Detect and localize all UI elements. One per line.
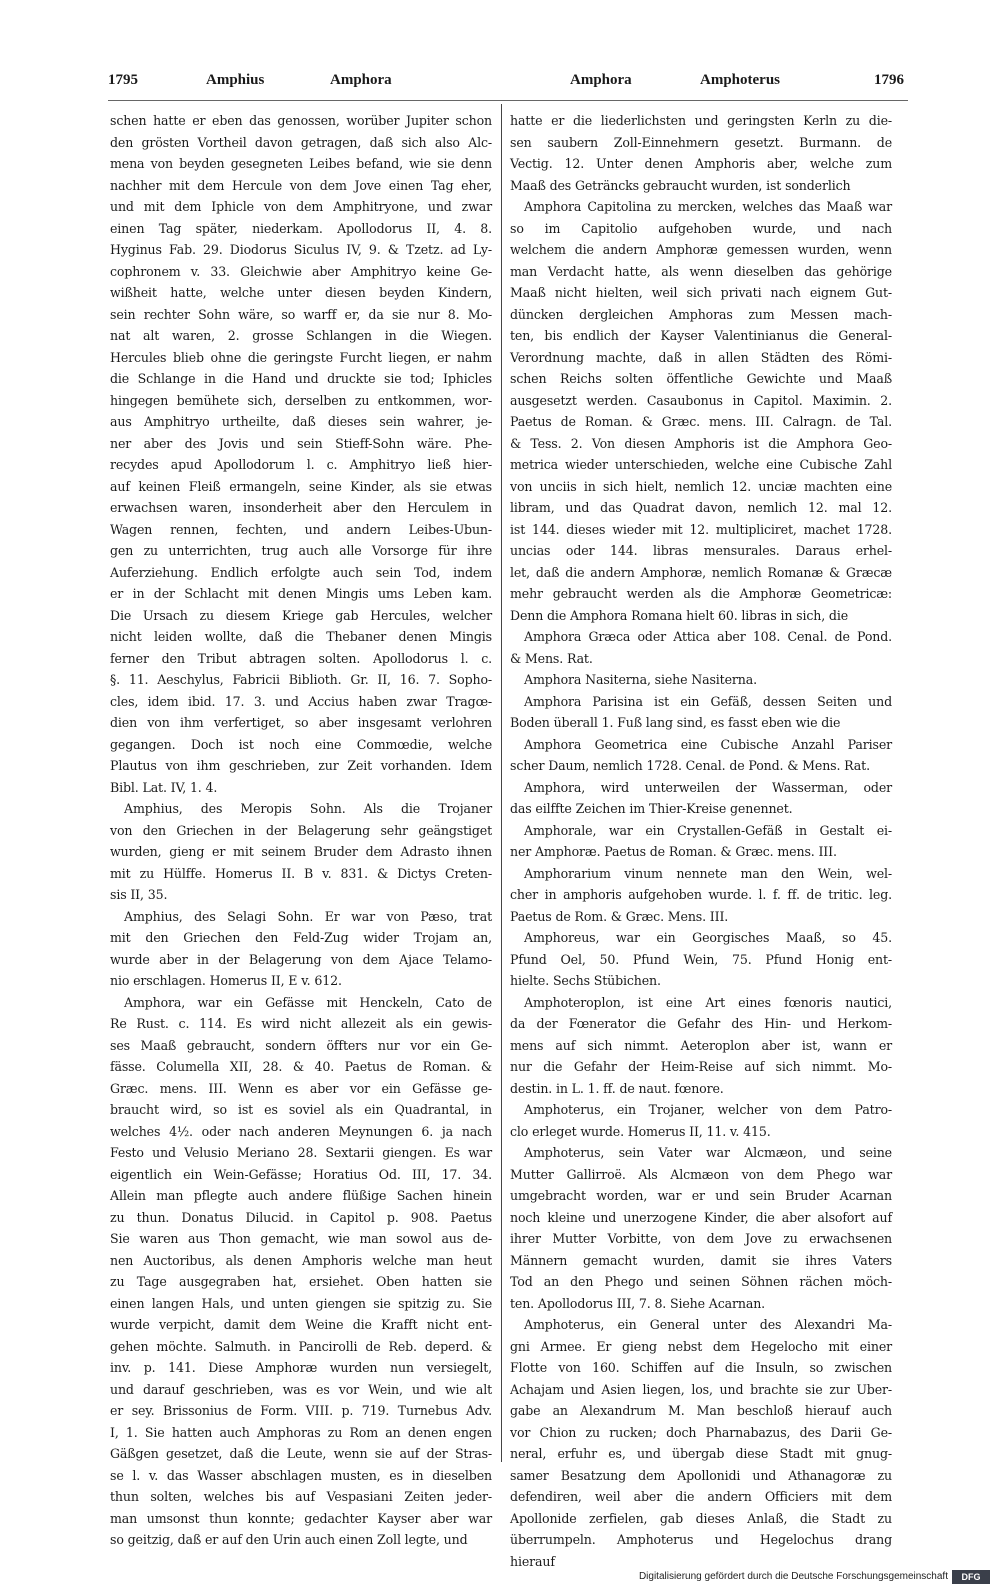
text-line: hingegen bemühete sich, derselben zu entkommen, wor-: [110, 392, 492, 408]
text-line: Apollonide zerfielen, gab dieses Anlaß, die Stadt zu: [510, 1510, 892, 1526]
text-line: umgebracht worden, war er und sein Bruder Acarnan: [510, 1188, 892, 1203]
text-line: Amphorale, war ein Crystallen-Gefäß in Gestalt ei-: [524, 822, 892, 838]
text-line: Amphoreus, war ein Georgisches Maaß, so 45.: [524, 930, 892, 945]
text-line: scher Daum, nemlich 1728. Cenal. de Pond. & Mens. Rat.: [510, 758, 870, 773]
text-line: Hercules blieb ohne die geringste Furcht liegen, er nahm: [110, 349, 492, 365]
text-line: sen saubern Zoll-Einnehmern gesetzt. Burmann. de: [510, 134, 892, 150]
text-line: & Mens. Rat.: [510, 650, 593, 666]
text-line: wißheit hatte, welche unter diesen beyden Kindern,: [110, 285, 492, 300]
text-line: wurden, gieng er mit seinem Bruder dem Adrasto ihnen: [110, 844, 492, 859]
column-divider: [501, 104, 502, 1462]
text-line: Die Ursach zu diesem Kriege gab Hercules, welcher: [110, 607, 492, 623]
header-rule: [108, 100, 908, 101]
text-line: einen langen Hals, und unten giengen sie spitzig zu. Sie: [110, 1295, 492, 1311]
text-line: Pfund Oel, 50. Pfund Wein, 75. Pfund Honig ent-: [510, 951, 892, 967]
text-line: wurde verpicht, damit dem Weine die Krafft nicht ent-: [110, 1317, 492, 1332]
text-line: Plautus von ihm geschrieben, zur Zeit vorhanden. Idem: [110, 758, 492, 773]
text-line: wurde aber in der Belagerung von dem Ajace Telamo-: [110, 951, 492, 967]
text-line: Festo und Velusio Meriano 28. Sextarii giengen. Es war: [110, 1145, 492, 1160]
text-line: überrumpeln. Amphoterus und Hegelochus drang: [510, 1532, 892, 1547]
text-line: se l. v. das Wasser abschlagen musten, es in dieselben: [110, 1467, 492, 1483]
text-line: man Verdacht hatte, als wenn dieselben das gehörige: [510, 263, 892, 279]
text-line: cophronem v. 33. Gleichwie aber Amphitryo keine Ge-: [110, 263, 492, 279]
text-line: nachher mit dem Hercule von dem Jove einen Tag eher,: [110, 177, 492, 193]
text-line: nen Auctoribus, als denen Amphoris welche man heut: [110, 1252, 492, 1268]
text-line: nio erschlagen. Homerus II, E v. 612.: [110, 973, 342, 988]
text-line: einen Tag später, niederkam. Apollodorus II, 4. 8.: [110, 220, 492, 236]
text-line: uncias oder 144. libras mensurales. Daraus erhel-: [510, 543, 892, 558]
text-line: recydes apud Apollodorum l. c. Amphitryo ließ hier-: [110, 457, 492, 472]
text-line: den grösten Vortheil davon getragen, daß sich also Alc-: [110, 134, 492, 150]
text-line: ten, bis endlich der Kayser Valentinianus die General-: [510, 328, 892, 343]
text-line: ist 144. dieses wieder mit 12. multipliciret, machet 1728.: [510, 521, 892, 537]
text-line: §. 11. Aeschylus, Fabricii Biblioth. Gr. II, 16. 7. Sopho-: [110, 672, 492, 687]
left-column: [110, 110, 492, 1547]
text-line: da der Fœnerator die Gefahr des Hin- und Herkom-: [510, 1016, 892, 1031]
text-line: mehr gebraucht werden als die Amphoræ Geometricæ:: [510, 586, 892, 601]
text-line: Amphorarium vinum nennete man den Wein, wel-: [524, 865, 892, 881]
text-line: Vectig. 12. Unter denen Amphoris aber, welche zum: [510, 156, 892, 171]
text-line: libram, und das Quadrat davon, nemlich 12. mal 12.: [510, 500, 892, 515]
text-line: ausgesetzt werden. Casaubonus in Capitol. Maximin. 2.: [510, 392, 892, 408]
text-line: Auferziehung. Endlich erfolgte auch sein Tod, indem: [110, 564, 492, 580]
text-line: gen zu unterrichten, trug auch alle Vorsorge für ihre: [110, 543, 492, 558]
text-line: Sie waren aus Thon gemacht, wie man sowol aus de-: [110, 1231, 492, 1246]
text-line: cles, idem ibid. 17. 3. und Accius haben zwar Tragœ-: [110, 693, 492, 709]
left-catchword-2: Amphora: [330, 72, 392, 88]
running-header: [108, 72, 904, 98]
left-catchword-1: Amphius: [206, 72, 265, 88]
footer-credit: Digitalisierung gefördert durch die Deutsche Forschungsgemeinschaft: [638, 1571, 948, 1582]
text-line: Paetus de Roman. & Græc. mens. III. Calragn. de Tal.: [510, 414, 892, 429]
text-line: Amphora Parisina ist ein Gefäß, dessen Seiten und: [524, 693, 892, 709]
text-line: vor Chion zu rucken; doch Pharnabazus, des Darii Ge-: [510, 1424, 892, 1440]
text-line: Flotte von 160. Schiffen auf die Insuln, so zwischen: [510, 1360, 892, 1375]
text-line: schen Reichs solten öffentliche Gewichte und Maaß: [510, 371, 892, 386]
text-line: ner aber des Jovis und sein Stieff-Sohn wäre. Phe-: [110, 435, 492, 451]
text-line: Tod an den Phego und seinen Söhnen rächen möch-: [510, 1274, 892, 1289]
text-line: thun solten, welches bis auf Vespasiani Zeiten jeder-: [110, 1489, 492, 1504]
text-line: Amphora Capitolina zu mercken, welches das Maaß war: [524, 199, 892, 214]
text-line: Bibl. Lat. IV, 1. 4.: [110, 779, 218, 795]
text-line: let, daß die andern Amphoræ, nemlich Romanæ & Græcæ: [510, 564, 892, 580]
text-line: so im Capitolio aufgehoben wurde, und nach: [510, 220, 892, 236]
text-line: samer Besatzung dem Apollonidi und Athanagoræ zu: [510, 1467, 892, 1483]
text-line: das eilffte Zeichen im Thier-Kreise genennet.: [510, 801, 793, 816]
text-line: ses Maaß gebraucht, sondern öffters nur vor ein Ge-: [110, 1037, 492, 1053]
text-line: Amphoterus, ein Trojaner, welcher von dem Patro-: [524, 1102, 892, 1117]
text-line: noch kleine und unerzogene Kinder, die aber alsofort auf: [510, 1209, 892, 1225]
text-line: Amphora, war ein Gefässe mit Henckeln, Cato de: [124, 994, 492, 1010]
text-line: Amphoterus, sein Vater war Alcmæon, und seine: [524, 1145, 892, 1160]
text-line: eigentlich ein Wein-Gefässe; Horatius Od. III, 17. 34.: [110, 1166, 492, 1182]
text-line: mit zu Hülffe. Homerus II. B v. 831. & Dictys Creten-: [110, 865, 492, 881]
text-line: Amphoteroplon, ist eine Art eines fœnoris nautici,: [524, 994, 892, 1010]
left-page-number: 1795: [108, 72, 138, 88]
text-line: Græc. mens. III. Wenn es aber vor ein Gefässe ge-: [110, 1080, 492, 1096]
right-page-number: 1796: [874, 72, 904, 88]
text-line: erwachsen waren, insonderheit aber den Herculem in: [110, 500, 492, 515]
text-line: clo erleget wurde. Homerus II, 11. v. 415.: [510, 1123, 771, 1139]
text-line: & Tess. 2. Von diesen Amphoris ist die Amphora Geo-: [510, 435, 892, 451]
text-line: düncken dergleichen Amphoras zum Messen mach-: [510, 306, 892, 322]
text-line: Maaß nicht hielten, weil sich privati nach eignem Gut-: [510, 285, 892, 300]
right-column: [510, 110, 892, 1569]
text-line: mena von beyden gesegneten Leibes befand, wie sie denn: [110, 156, 492, 171]
text-line: ferner den Tribut abtragen solten. Apollodorus l. c.: [110, 650, 492, 666]
text-line: Re Rust. c. 114. Es wird nicht allezeit als ein gewis-: [110, 1016, 492, 1031]
text-line: und darauf geschrieben, was es vor Wein, und wie alt: [110, 1381, 492, 1397]
text-line: Amphius, des Meropis Sohn. Als die Trojaner: [124, 801, 492, 816]
text-line: von unciis in sich hielt, nemlich 12. unciæ machten eine: [510, 478, 892, 494]
text-line: Paetus de Rom. & Græc. Mens. III.: [510, 908, 729, 924]
text-line: inv. p. 141. Diese Amphoræ wurden nun versiegelt,: [110, 1360, 492, 1375]
text-line: Männern gemacht wurden, damit sie ihres Vaters: [510, 1252, 892, 1268]
text-line: zu Tage ausgegraben hat, ersiehet. Oben hatten sie: [110, 1274, 492, 1289]
text-line: Verordnung machte, daß in allen Städten des Römi-: [510, 349, 892, 365]
text-line: Wagen rennen, fechten, und andern Leibes-Ubun-: [110, 521, 492, 537]
right-catchword-1: Amphora: [570, 72, 632, 88]
text-line: auf keinen Fleiß ermangeln, seine Kinder, als sie etwas: [110, 478, 492, 494]
text-line: schen hatte er eben das genossen, worüber Jupiter schon: [110, 113, 492, 128]
text-line: und mit dem Iphicle von dem Amphitryone, und zwar: [110, 199, 492, 214]
text-line: Amphora Nasiterna, siehe Nasiterna.: [524, 672, 757, 687]
text-line: gehen möchte. Salmuth. in Pancirolli de Reb. deperd. &: [110, 1338, 492, 1354]
text-line: Amphora Græca oder Attica aber 108. Cenal. de Pond.: [524, 629, 892, 644]
text-line: Achajam und Asien liegen, los, und brachte sie zur Uber-: [510, 1381, 892, 1397]
text-line: aus Amphitryo urtheilte, daß dieses sein wahrer, je-: [110, 414, 492, 429]
text-line: die Schlange in die Hand und druckte sie tod; Iphicles: [110, 371, 492, 386]
text-line: dien von ihm verfertiget, so aber insgesamt verlohren: [110, 715, 492, 730]
text-line: nat alt waren, 2. grosse Schlangen in die Wiegen.: [110, 328, 492, 343]
text-line: zu thun. Donatus Dilucid. in Capitol p. 908. Paetus: [110, 1209, 492, 1225]
text-line: destin. in L. 1. ff. de naut. fœnore.: [510, 1080, 724, 1096]
text-line: gegangen. Doch ist noch eine Commœdie, welche: [110, 736, 492, 752]
text-line: Denn die Amphora Romana hielt 60. libras in sich, die: [510, 607, 849, 623]
text-line: ner Amphoræ. Paetus de Roman. & Græc. mens. III.: [510, 844, 837, 859]
text-line: Amphoterus, ein General unter des Alexandri Ma-: [524, 1317, 892, 1332]
text-line: fässe. Columella XII, 28. & 40. Paetus de Roman. &: [110, 1059, 492, 1074]
footer: [0, 1560, 1000, 1594]
right-catchword-2: Amphoterus: [700, 72, 781, 88]
text-line: ten. Apollodorus III, 7. 8. Siehe Acarnan.: [510, 1295, 766, 1311]
text-line: I, 1. Sie hatten auch Amphoras zu Rom an denen engen: [110, 1424, 492, 1440]
text-line: Gäßgen gesetzet, daß die Leute, wenn sie auf der Stras-: [110, 1446, 492, 1461]
text-line: cher in amphoris aufgehoben wurde. l. f. ff. de tritic. leg.: [510, 887, 892, 902]
text-line: gabe an Alexandrum M. Man beschloß hierauf auch: [510, 1403, 892, 1418]
text-line: Mutter Gallirroë. Als Alcmæon von dem Phego war: [510, 1166, 892, 1182]
text-line: sis II, 35.: [110, 887, 168, 902]
text-line: Amphora, wird unterweilen der Wasserman, oder: [524, 779, 892, 795]
text-line: gni Armee. Er gieng nebst dem Hegelocho mit einer: [510, 1338, 892, 1354]
text-line: welchem die andern Amphoræ gemessen wurden, wenn: [510, 242, 892, 257]
text-line: ihrer Mutter Vorbitte, von dem Jove zu erwachsenen: [510, 1231, 892, 1246]
text-line: Amphius, des Selagi Sohn. Er war von Pæso, trat: [124, 908, 492, 924]
text-line: braucht wird, so ist es soviel als ein Quadrantal, in: [110, 1102, 492, 1117]
text-line: defendiren, weil aber die andern Officiers mit dem: [510, 1489, 892, 1504]
text-line: Maaß des Geträncks gebraucht wurden, ist sonderlich: [510, 177, 851, 193]
text-line: Allein man pflegte auch andere flüßige Sachen hinein: [110, 1188, 492, 1203]
text-line: hatte er die liederlichsten und geringsten Kerln zu die-: [510, 113, 892, 128]
text-line: hielte. Sechs Stübichen.: [510, 973, 661, 988]
text-line: von den Griechen in der Belagerung sehr geängstiget: [110, 822, 492, 838]
text-line: metrica wieder unterschieden, welche eine Cubische Zahl: [510, 457, 892, 472]
text-line: Amphora Geometrica eine Cubische Anzahl Pariser: [524, 736, 892, 752]
text-line: neral, erfuhr es, und übergab diese Stadt mit gnug-: [510, 1446, 892, 1461]
text-line: nicht leiden wollte, daß die Thebaner denen Mingis: [110, 629, 492, 644]
text-line: mens auf sich nimmt. Aeteroplon aber ist, wann er: [510, 1037, 892, 1053]
text-line: welches 4½. oder nach anderen Meynungen 6. ja nach: [110, 1123, 492, 1139]
text-line: er in der Schlacht mit denen Mingis ums Leben kam.: [110, 586, 492, 601]
text-line: man umsonst thun konnte; gedachter Kayser aber war: [110, 1510, 492, 1526]
text-line: sein rechter Sohn wäre, so warff er, da sie nur 8. Mo-: [110, 306, 492, 322]
text-line: so geitzig, daß er auf den Urin auch einen Zoll legte, und: [110, 1532, 468, 1547]
text-line: nur die Gefahr der Heim-Reise auf sich nimmt. Mo-: [510, 1059, 892, 1074]
text-line: er sey. Brissonius de Form. VIII. p. 719. Turnebus Adv.: [110, 1403, 492, 1418]
dfg-logo: DFG: [952, 1570, 990, 1584]
text-line: mit den Griechen den Feld-Zug wider Trojam an,: [110, 930, 492, 945]
text-line: hierauf: [510, 1553, 555, 1569]
text-line: Hyginus Fab. 29. Diodorus Siculus IV, 9. & Tzetz. ad Ly-: [110, 242, 492, 257]
text-line: Boden überall 1. Fuß lang sind, es fasst eben wie die: [510, 715, 841, 730]
